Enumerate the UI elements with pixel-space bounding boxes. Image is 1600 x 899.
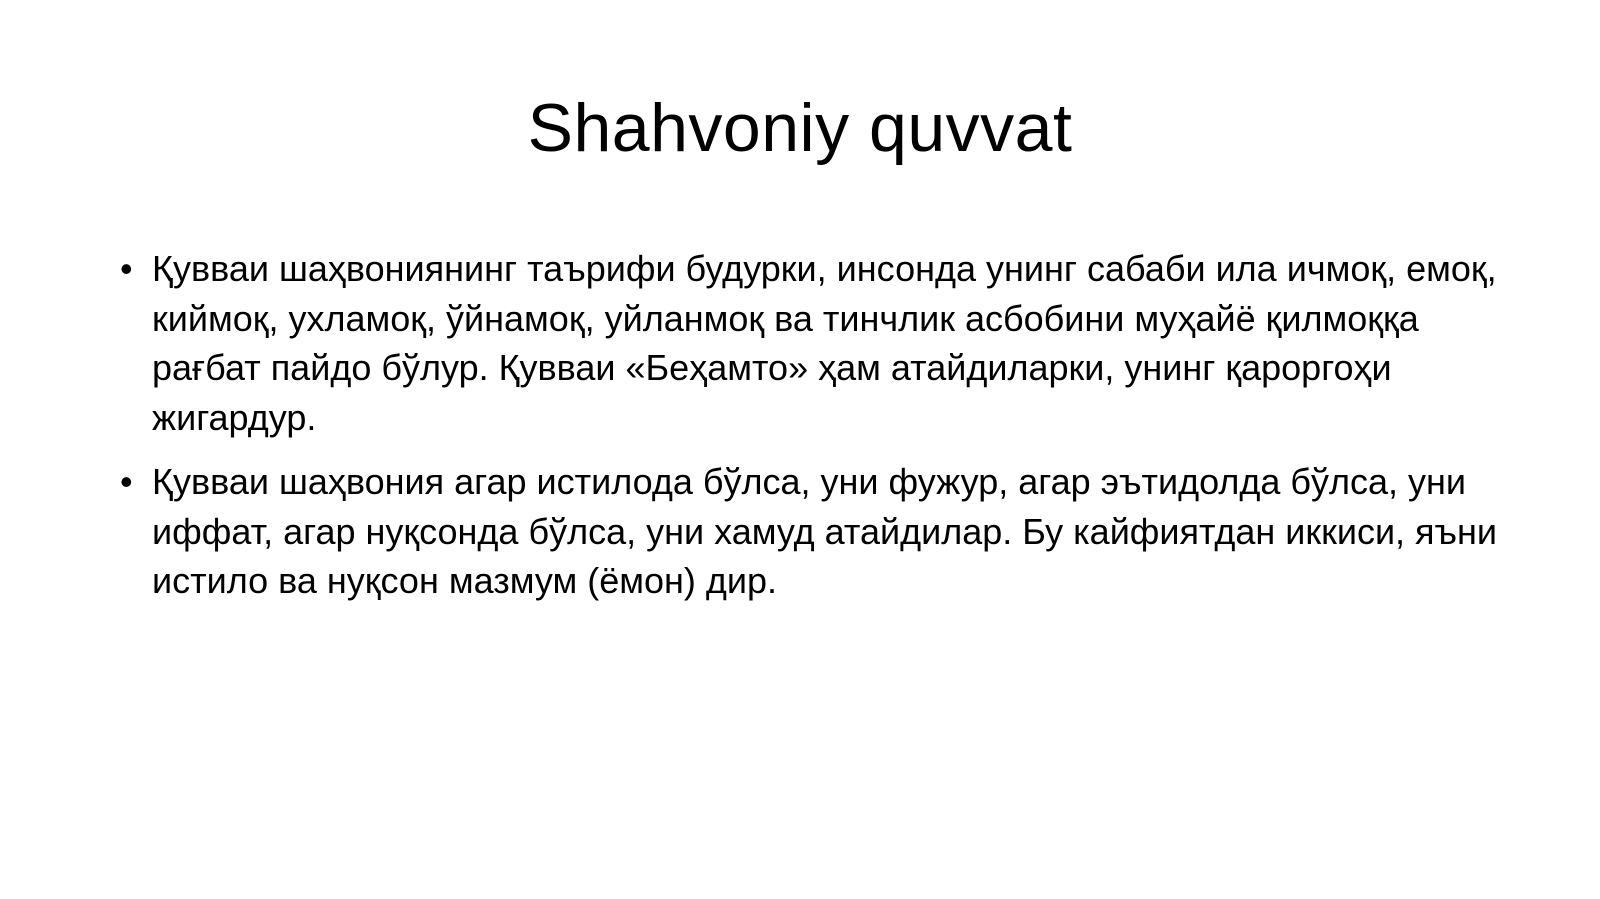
bullet-text-1: Қувваи шаҳвониянинг таърифи будурки, инсонда унинг сабаби ила ичмоқ, емоқ, киймоқ, ухламоқ, ўйнамоқ, уйланмоқ ва тинчлик асбобини муҳайё қилмоққа рағбат пайдо бўлур. Қувваи «Беҳамто» ҳам атайдиларки, унинг қароргоҳи жигардур. bbox=[152, 248, 1497, 438]
bullet-list bbox=[118, 244, 1498, 621]
bullet-item-1 bbox=[118, 244, 1498, 442]
bullet-item-2 bbox=[118, 457, 1498, 606]
bullet-text-2: Қувваи шаҳвония агар истилода бўлса, уни фужур, агар эътидолда бўлса, уни иффат, агар нуқсонда бўлса, уни хамуд атайдилар. Бу кайфиятдан иккиси, яъни истило ва нуқсон мазмум (ёмон) дир. bbox=[152, 461, 1498, 601]
bullet-icon: • bbox=[120, 248, 133, 289]
bullet-icon: • bbox=[120, 461, 133, 502]
slide-title: Shahvoniy quvvat bbox=[527, 90, 1073, 166]
